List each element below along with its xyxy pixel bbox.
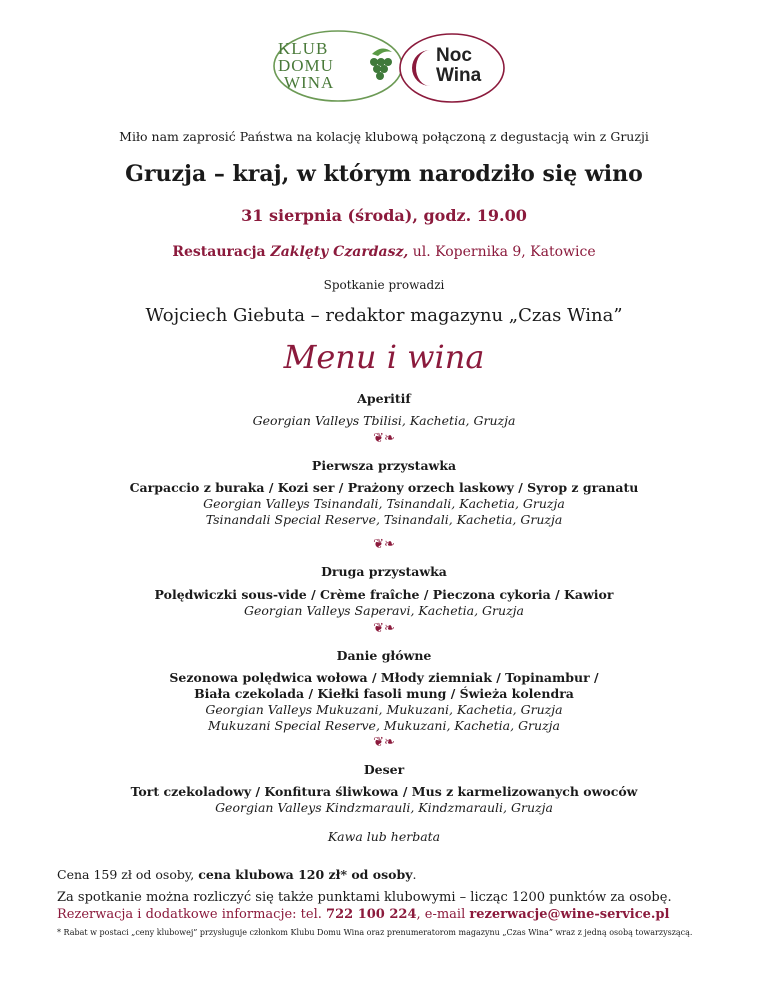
place-prefix: Restauracja	[172, 244, 271, 260]
price-info	[57, 867, 737, 882]
price-prefix: Cena 159 zł od osoby,	[57, 867, 199, 882]
course-second-title: Druga przystawka	[321, 564, 447, 579]
coffee-or-tea: Kawa lub herbata	[327, 829, 441, 844]
ornament-icon: ❦❧	[373, 735, 395, 750]
course-first-dish: Carpaccio z buraka / Kozi ser / Prażony orzech laskowy / Syrop z granatu	[129, 480, 639, 495]
course-first-wine-2: Tsinandali Special Reserve, Tsinandali, Kachetia, Gruzja	[205, 512, 563, 527]
course-first-wine-1: Georgian Valleys Tsinandali, Tsinandali, Kachetia, Gruzja	[203, 496, 565, 511]
reservation-phone: 722 100 224	[326, 907, 417, 922]
course-dessert-title: Deser	[363, 762, 405, 777]
points-info: Za spotkanie można rozliczyć się także punktami klubowymi – licząc 1200 punktów za osobę.	[57, 890, 672, 905]
course-main-wine-1: Georgian Valleys Mukuzani, Mukuzani, Kachetia, Gruzja	[205, 702, 563, 717]
reservation-info	[57, 907, 737, 922]
course-main-dish-1: Sezonowa polędwica wołowa / Młody ziemniak / Topinambur /	[169, 670, 599, 685]
event-place	[0, 244, 768, 260]
noc-logo-text	[436, 46, 481, 86]
header-logos	[270, 28, 510, 108]
course-main-dish-2: Biała czekolada / Kiełki fasoli mung / Świeża kolendra	[194, 686, 574, 701]
host-name: Wojciech Giebuta – redaktor magazynu „Czas Wina”	[145, 305, 623, 326]
ornament-icon: ❦❧	[373, 621, 395, 636]
reservation-email-link[interactable]: rezerwacje@wine-service.pl	[469, 907, 670, 922]
noc-logo-line1: Noc	[436, 45, 472, 66]
course-aperitif-wine: Georgian Valleys Tbilisi, Kachetia, Gruzja	[252, 413, 516, 428]
menu-heading: Menu i wina	[283, 338, 485, 376]
course-second-dish: Polędwiczki sous-vide / Crème fraîche / Pieczona cykoria / Kawior	[154, 587, 614, 602]
noc-wina-logo	[398, 32, 506, 104]
klub-domu-wina-logo	[270, 28, 410, 104]
course-first-title: Pierwsza przystawka	[311, 458, 457, 473]
course-dessert-dish: Tort czekoladowy / Konfitura śliwkowa / Mus z karmelizowanych owoców	[130, 784, 638, 799]
ornament-icon: ❦❧	[373, 537, 395, 552]
reservation-prefix: Rezerwacja i dodatkowe informacje: tel.	[57, 907, 327, 922]
klub-logo-line2: DOMU	[278, 56, 334, 75]
restaurant-name: Zaklęty Czardasz,	[270, 244, 409, 260]
course-second-wine: Georgian Valleys Saperavi, Kachetia, Gruzja	[244, 603, 524, 618]
page-title: Gruzja – kraj, w którym narodziło się wino	[125, 161, 643, 187]
noc-logo-line2: Wina	[436, 65, 482, 86]
club-price: cena klubowa 120 zł* od osoby	[198, 867, 413, 882]
klub-logo-line3: WINA	[284, 73, 335, 92]
discount-note: * Rabat w postaci „ceny klubowej” przysługuje członkom Klubu Domu Wina oraz prenumeratorom magazynu „Czas Wina” wraz z jedną osobą towarzyszącą.	[57, 928, 693, 937]
klub-logo-text	[278, 40, 374, 91]
event-date: 31 sierpnia (środa), godz. 19.00	[241, 206, 527, 225]
place-address: ul. Kopernika 9, Katowice	[408, 244, 596, 260]
course-dessert-wine: Georgian Valleys Kindzmarauli, Kindzmarauli, Gruzja	[215, 800, 553, 815]
course-aperitif-title: Aperitif	[357, 391, 411, 406]
price-suffix: .	[412, 867, 417, 882]
ornament-icon: ❦❧	[373, 431, 395, 446]
reservation-mid: , e-mail	[416, 907, 470, 922]
invitation-text: Miło nam zaprosić Państwa na kolację klubową połączoną z degustacją win z Gruzji	[119, 129, 649, 144]
course-main-title: Danie główne	[336, 648, 432, 663]
course-main-wine-2: Mukuzani Special Reserve, Mukuzani, Kachetia, Gruzja	[207, 718, 560, 733]
klub-logo-line1: KLUB	[278, 39, 329, 58]
host-label: Spotkanie prowadzi	[323, 278, 445, 292]
